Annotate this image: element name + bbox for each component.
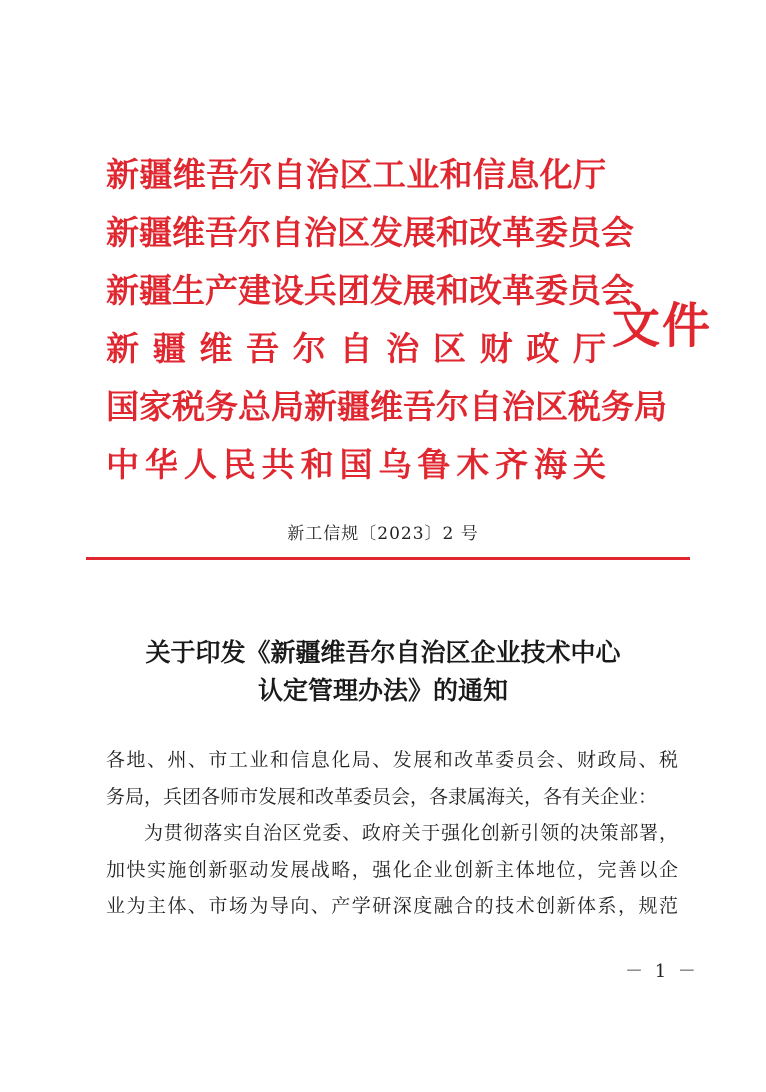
document-title [0, 634, 766, 710]
body-line-1: 各地、州、市工业和信息化局、发展和改革委员会、财政局、税 [106, 749, 678, 771]
body-line-5: 业为主体、市场为导向、产学研深度融合的技术创新体系，规范 [106, 895, 678, 917]
title-line-2: 认定管理办法》的通知 [257, 676, 508, 705]
issuer-4: 新疆维吾尔自治区财政厅 [106, 329, 606, 368]
issuer-6: 中华人民共和国乌鲁木齐海关 [106, 445, 606, 484]
body-line-3: 为贯彻落实自治区党委、政府关于强化创新引领的决策部署， [144, 822, 678, 844]
document-number: 新工信规〔2023〕2 号 [287, 524, 479, 544]
title-line-1: 关于印发《新疆维吾尔自治区企业技术中心 [145, 638, 621, 667]
body-text [106, 742, 678, 925]
document-word: 文件 [612, 298, 713, 354]
issuer-3: 新疆生产建设兵团发展和改革委员会 [106, 271, 634, 310]
body-line-4: 加快实施创新驱动发展战略，强化企业创新主体地位，完善以企 [106, 858, 678, 881]
red-divider [86, 557, 690, 560]
body-line-2: 务局，兵团各师市发展和改革委员会，各隶属海关，各有关企业： [106, 785, 658, 808]
page-number: － 1 － [625, 961, 699, 982]
issuer-5: 国家税务总局新疆维吾尔自治区税务局 [106, 387, 667, 426]
issuer-2: 新疆维吾尔自治区发展和改革委员会 [106, 213, 634, 252]
issuer-1: 新疆维吾尔自治区工业和信息化厅 [106, 155, 606, 194]
